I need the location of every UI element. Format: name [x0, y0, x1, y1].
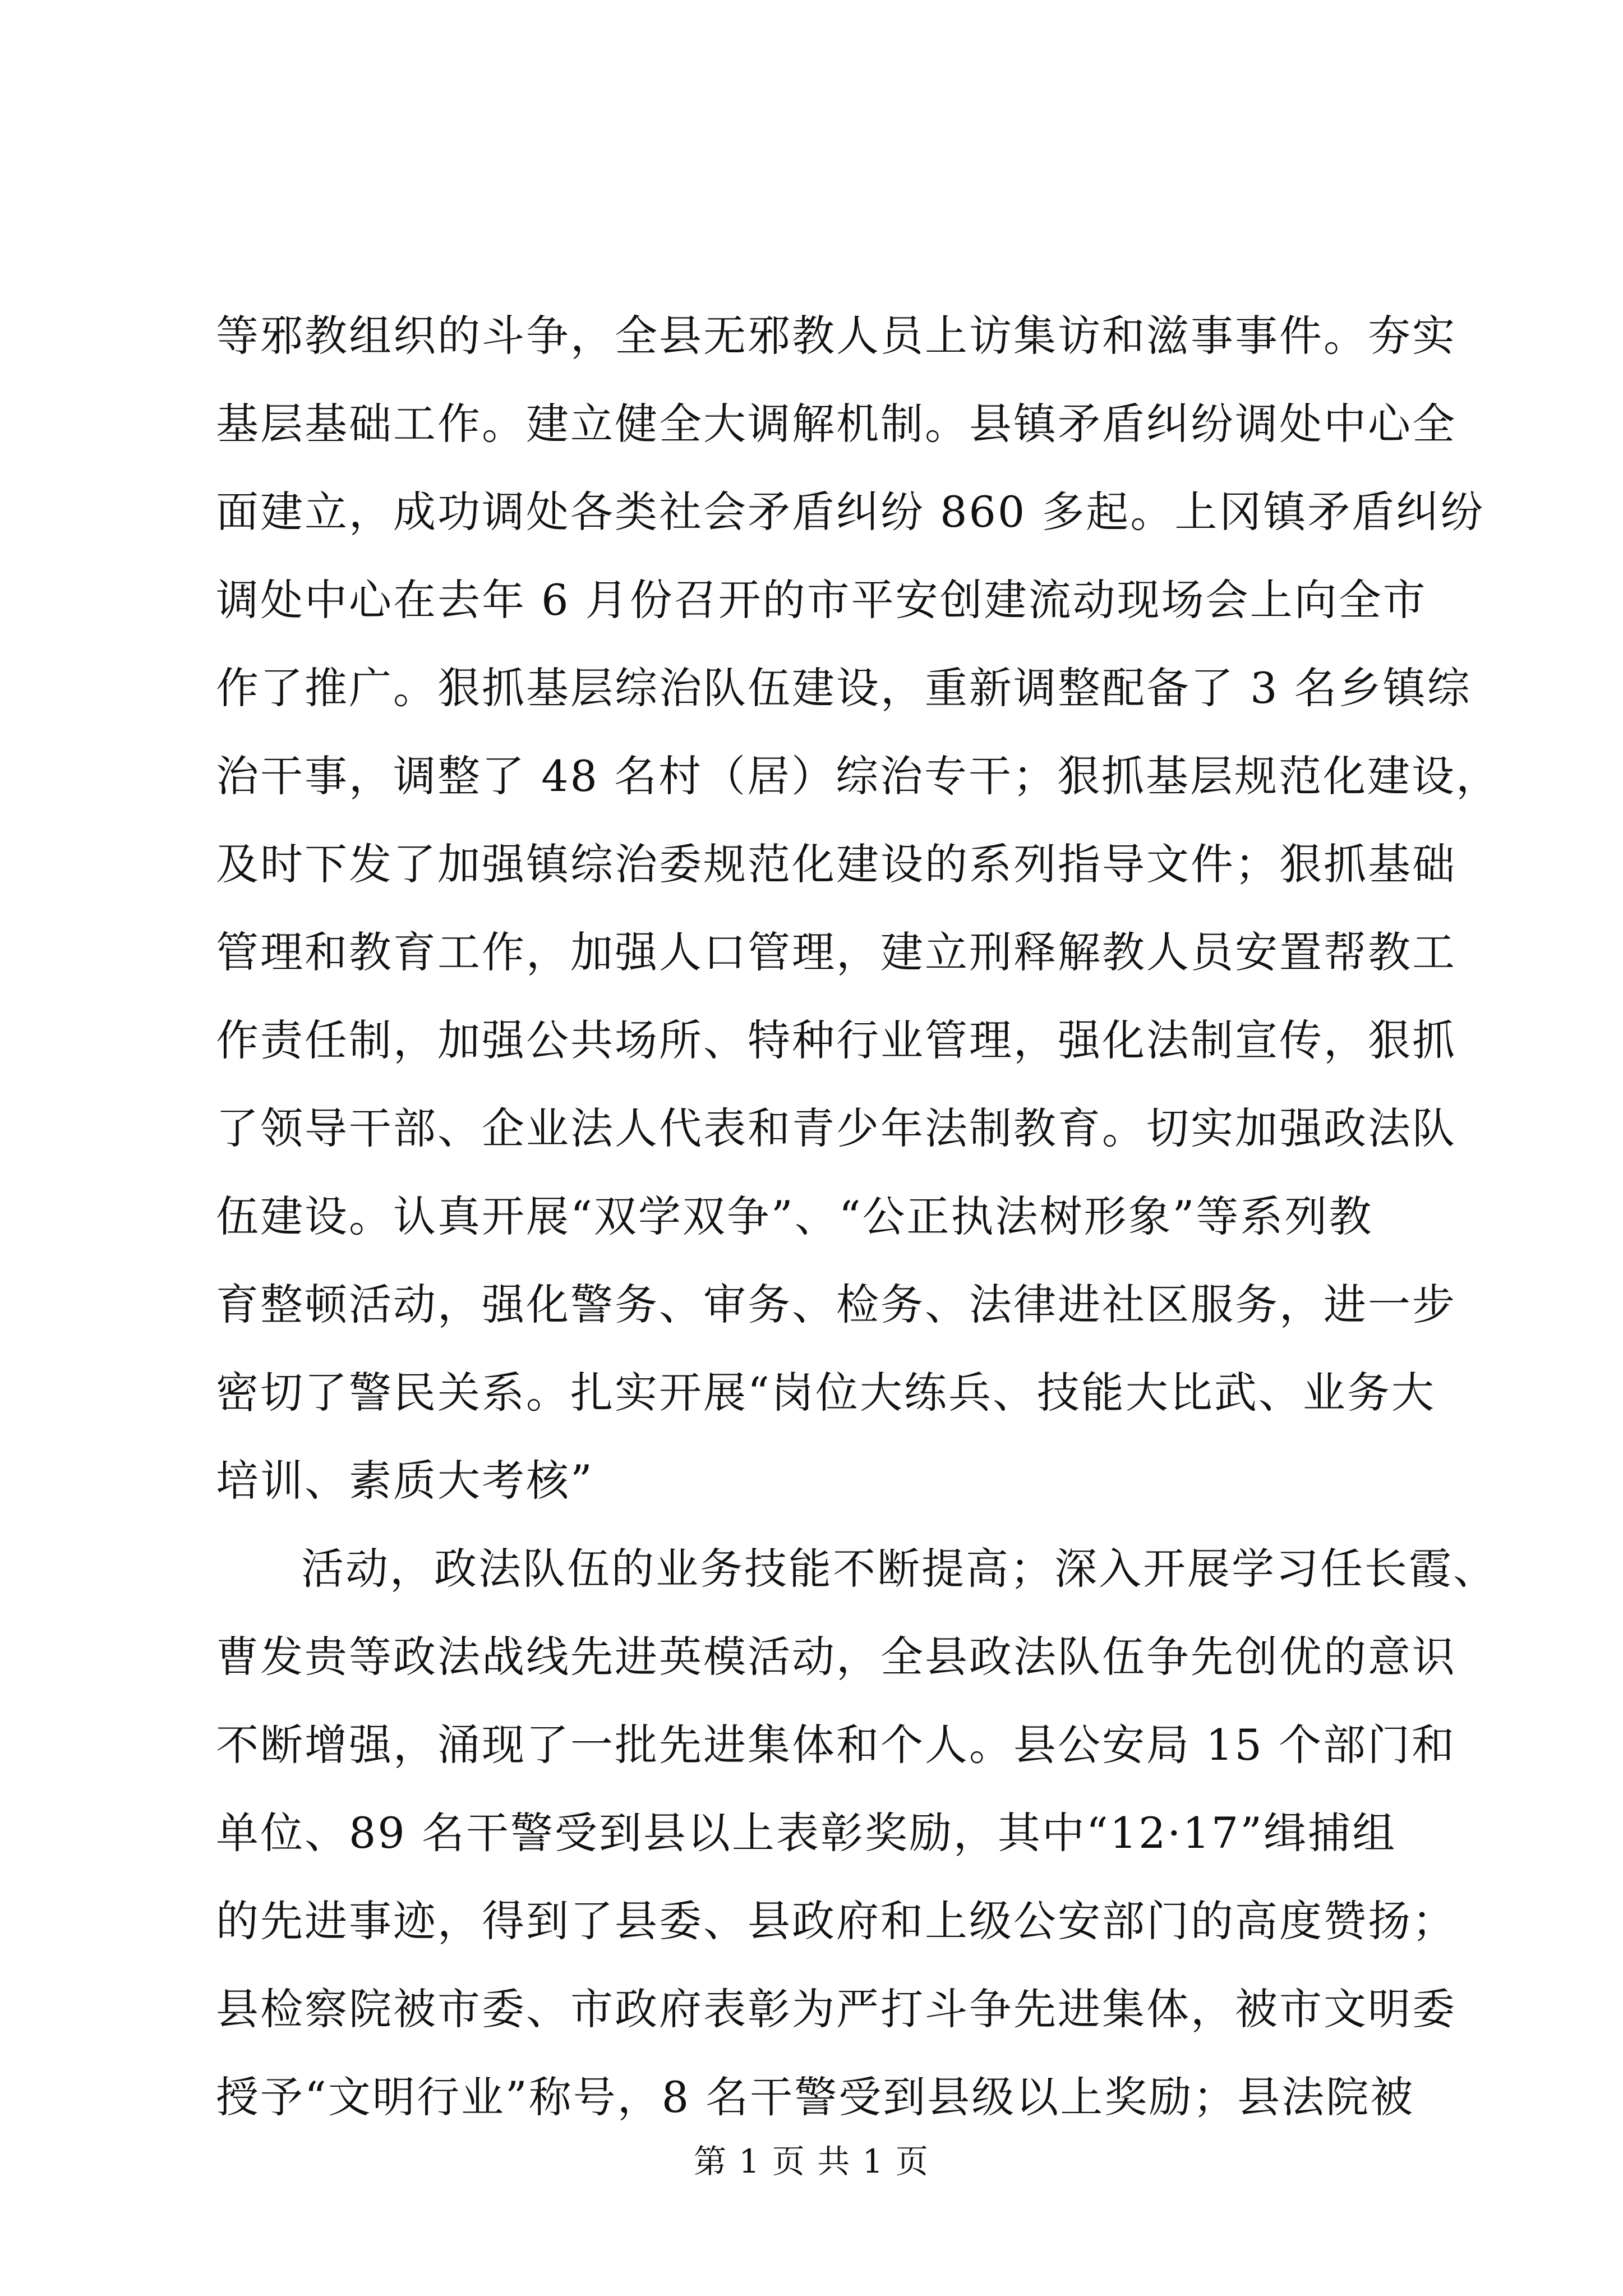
page-number: 第 1 页 共 1 页	[694, 2142, 929, 2180]
text-line: 作责任制，加强公共场所、特种行业管理，强化法制宣传，狠抓	[216, 1015, 1456, 1065]
paragraph	[216, 1525, 1497, 2141]
text-line: 治干事，调整了 48 名村（居）综治专干；狠抓基层规范化建设，	[216, 751, 1501, 801]
document-body	[216, 292, 1501, 2141]
text-line: 了领导干部、企业法人代表和青少年法制教育。切实加强政法队	[216, 1103, 1456, 1153]
text-line: 授予“文明行业”称号，8 名干警受到县级以上奖励；县法院被	[216, 2072, 1415, 2122]
text-line: 及时下发了加强镇综治委规范化建设的系列指导文件；狠抓基础	[216, 839, 1456, 889]
text-line: 等邪教组织的斗争，全县无邪教人员上访集访和滋事事件。夯实	[216, 311, 1456, 361]
text-line: 伍建设。认真开展“双学双争”、“公正执法树形象”等系列教	[216, 1191, 1373, 1241]
text-line: 调处中心在去年 6 月份召开的市平安创建流动现场会上向全市	[216, 575, 1427, 625]
text-line: 活动，政法队伍的业务技能不断提高；深入开展学习任长霞、	[301, 1544, 1497, 1594]
paragraph	[216, 292, 1501, 1525]
text-line: 不断增强，涌现了一批先进集体和个人。县公安局 15 个部门和	[216, 1720, 1456, 1770]
text-line: 基层基础工作。建立健全大调解机制。县镇矛盾纠纷调处中心全	[216, 399, 1456, 449]
text-line: 曹发贵等政法战线先进英模活动，全县政法队伍争先创优的意识	[216, 1632, 1456, 1682]
text-line: 密切了警民关系。扎实开展“岗位大练兵、技能大比武、业务大	[216, 1368, 1436, 1418]
text-line: 的先进事迹，得到了县委、县政府和上级公安部门的高度赞扬；	[216, 1896, 1456, 1946]
text-line: 单位、89 名干警受到县以上表彰奖励，其中“12·17”缉捕组	[216, 1808, 1397, 1858]
text-line: 培训、素质大考核”	[216, 1456, 594, 1506]
page-footer	[0, 2142, 1623, 2181]
text-line: 县检察院被市委、市政府表彰为严打斗争先进集体，被市文明委	[216, 1984, 1456, 2034]
text-line: 管理和教育工作，加强人口管理，建立刑释解教人员安置帮教工	[216, 927, 1456, 977]
text-line: 面建立，成功调处各类社会矛盾纠纷 860 多起。上冈镇矛盾纠纷	[216, 487, 1485, 537]
text-line: 作了推广。狠抓基层综治队伍建设，重新调整配备了 3 名乡镇综	[216, 663, 1472, 713]
text-line: 育整顿活动，强化警务、审务、检务、法律进社区服务，进一步	[216, 1280, 1456, 1329]
